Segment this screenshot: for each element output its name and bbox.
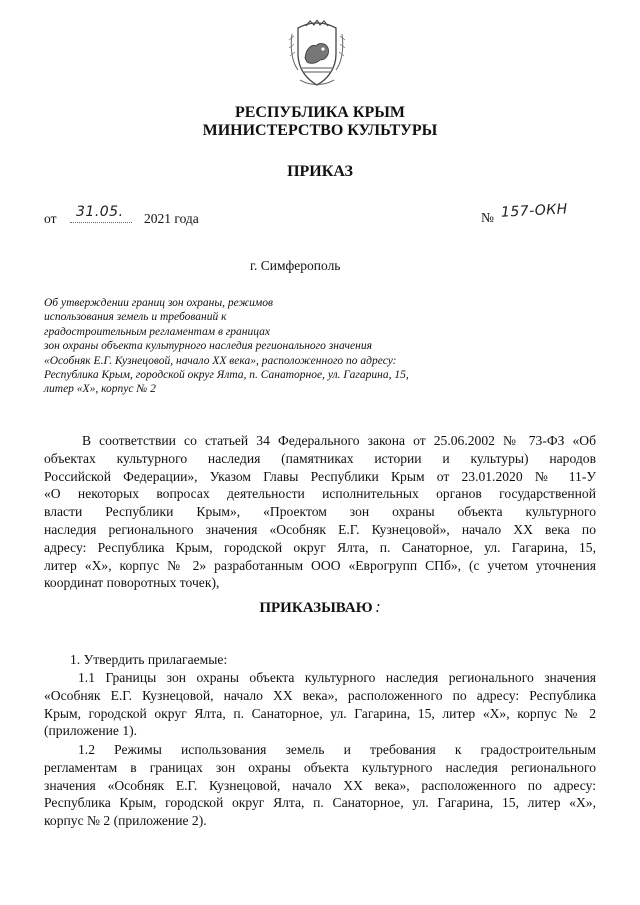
handwritten-number: 157-ОКН — [500, 201, 569, 221]
item1-1-line: Крым, городской округ Ялта, п. Санаторное, ул. Гагарина, 15, литер «Х», корпус № 2 — [44, 705, 596, 721]
org-name-line2: МИНИСТЕРСТВО КУЛЬТУРЫ — [202, 122, 438, 139]
preamble-line: власти Республики Крым», «Проектом зон охраны объекта культурного — [44, 504, 596, 520]
date-prefix: от — [44, 211, 57, 226]
item1-1-line: 1.1 Границы зон охраны объекта культурного наследия регионального значения — [78, 670, 596, 685]
subject-line: зон охраны объекта культурного наследия регионального значения — [44, 340, 372, 353]
preamble-paragraph — [44, 432, 596, 592]
item1-2-paragraph — [44, 741, 596, 830]
city: г. Симферополь — [250, 258, 341, 273]
item1-1-paragraph — [44, 669, 596, 740]
date-year: 2021 года — [144, 211, 199, 226]
item1-1-line: «Особняк Е.Г. Кузнецовой, начало XX века», расположенного по адресу: Республика — [44, 687, 596, 703]
item1-1-line: (приложение 1). — [44, 723, 138, 739]
preamble-line: В соответствии со статьей 34 Федерального закона от 25.06.2002 № 73-ФЗ «Об — [82, 433, 596, 448]
order-word: ПРИКАЗЫВАЮ — [259, 600, 373, 616]
handwritten-date: 31.05. — [76, 204, 124, 220]
item1-title: 1. Утвердить прилагаемые: — [70, 652, 228, 667]
subject-block — [44, 296, 484, 397]
item1-2-line: корпус № 2 (приложение 2). — [44, 813, 207, 829]
subject-line: Республика Крым, городской округ Ялта, п. Санаторное, ул. Гагарина, 15, — [44, 369, 409, 382]
subject-line: использования земель и требований к — [44, 311, 227, 324]
doc-type-title: ПРИКАЗ — [287, 163, 353, 180]
subject-line: Об утверждении границ зон охраны, режимов — [44, 297, 273, 309]
coat-of-arms-icon — [286, 20, 348, 88]
preamble-line: литер «Х», корпус № 2» разработанным ООО «Еврогрупп СПб», (с учетом уточнения — [44, 557, 596, 573]
preamble-line: координат поворотных точек), — [44, 575, 220, 591]
subject-line: литер «Х», корпус № 2 — [44, 383, 156, 396]
subject-line: «Особняк Е.Г. Кузнецовой, начало XX века», расположенного по адресу: — [44, 354, 397, 367]
preamble-line: наследия регионального значения «Особняк Е.Г. Кузнецовой», начало XX века по — [44, 521, 596, 537]
item1-2-line: Республика Крым, городской округ Ялта, п. Санаторное, ул. Гагарина, 15, литер «Х», — [44, 795, 596, 811]
preamble-line: Российской Федерации», Указом Главы Республики Крым от 23.01.2020 № 11-У — [44, 468, 596, 484]
subject-line: градостроительным регламентам в границах — [44, 325, 270, 338]
preamble-line: адресу: Республика Крым, городской округ Ялта, п. Санаторное, ул. Гагарина, 15, — [44, 539, 596, 555]
item1-2-line: значения «Особняк Е.Г. Кузнецовой, начало XX века», расположенного по адресу: — [44, 777, 596, 793]
date-underline — [70, 222, 132, 223]
order-heading — [0, 598, 640, 617]
item1-2-line: 1.2 Режимы использования земель и требования к градостроительным — [78, 742, 596, 757]
item1-2-line: регламентам в границах зон охраны объекта культурного наследия регионального — [44, 759, 596, 775]
org-name-line1: РЕСПУБЛИКА КРЫМ — [234, 104, 406, 121]
preamble-line: «О некоторых вопросах деятельности исполнительных органов государственной — [44, 486, 596, 502]
order-handwritten-mark: : — [375, 598, 381, 616]
preamble-line: объектах культурного наследия (памятниках истории и культуры) народов — [44, 450, 596, 466]
number-prefix: № — [481, 210, 494, 225]
